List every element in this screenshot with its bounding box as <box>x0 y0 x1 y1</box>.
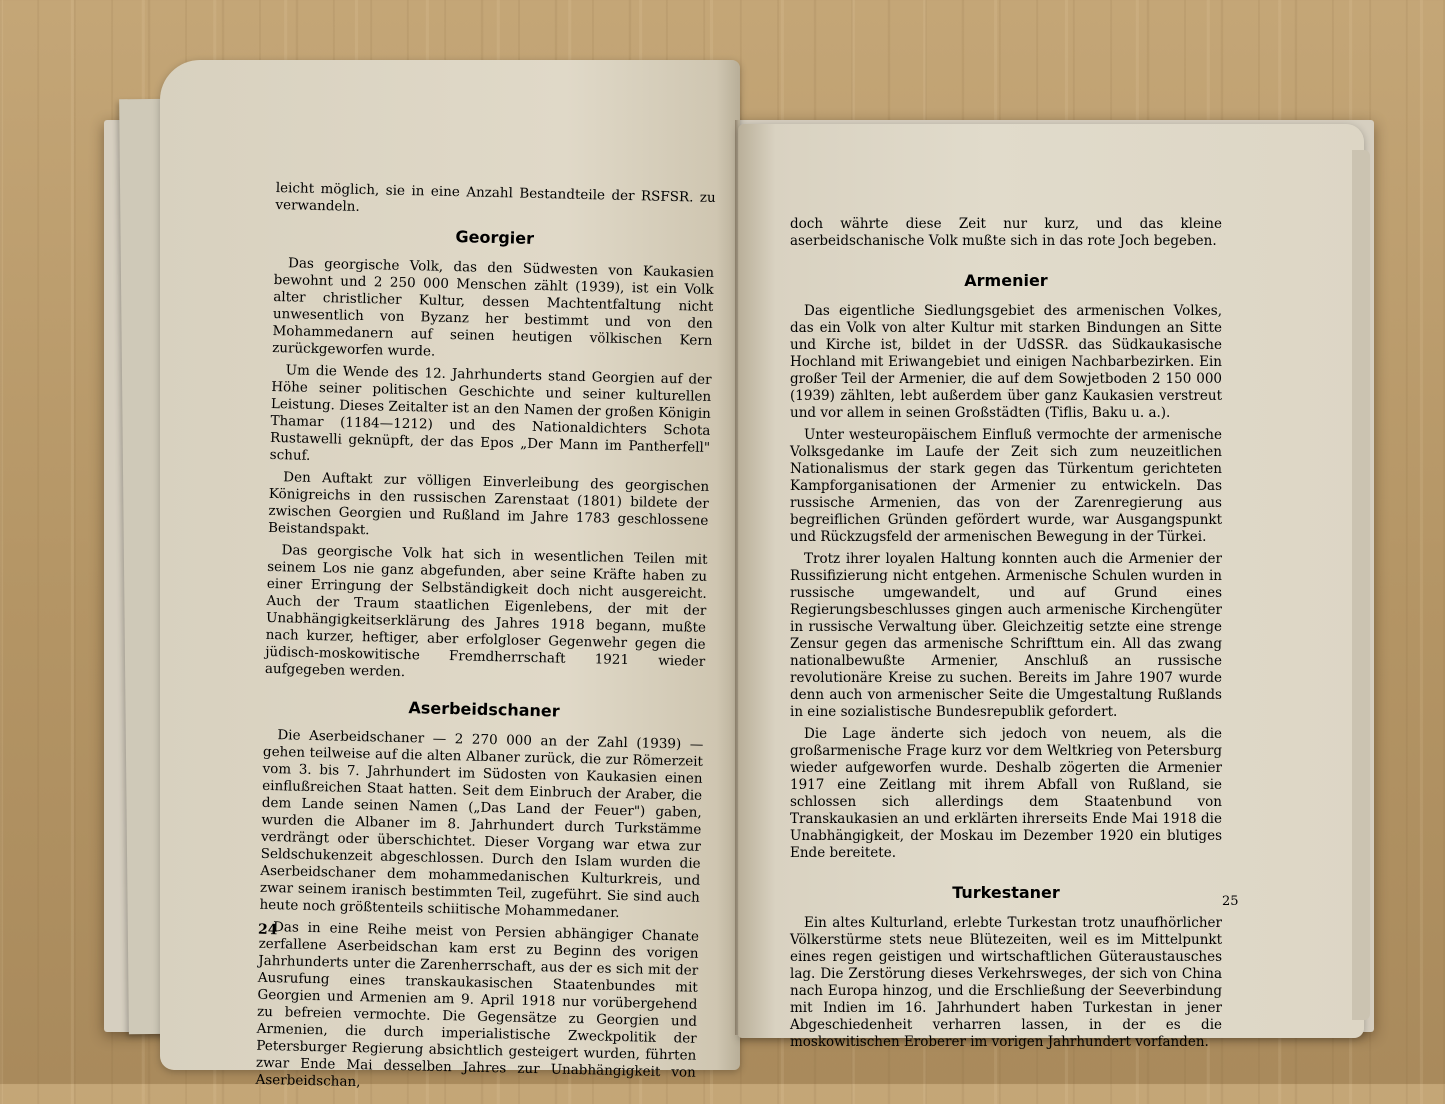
paragraph: Das georgische Volk, das den Südwesten von Kaukasien bewohnt und 2 250 000 Menschen zählt (1939), ist ein Volk alter christlicher Kultur, dessen Machtentfaltung nicht unwesentlich von Byzanz her bestimmt und von den Mohammedanern auf seinen heutigen völkischen Kern zurückgeworfen wurde. <box>272 255 715 360</box>
section-heading: Georgier <box>455 227 535 248</box>
paragraph: Die Lage änderte sich jedoch von neuem, als die großarmenische Frage kurz vor dem Weltkrieg von Petersburg wieder aufgeworfen wurde. Deshalb zögerten die Armenier 1917 eine Zeitlang mit ihrem Abfall von Rußland, sie schlossen sich allerdings dem Staatenbund von Transkaukasien an und erklärten ihrerseits Ende Mai 1918 die Unabhängigkeit, der Moskau im Dezember 1920 ein blutiges Ende bereitete. <box>790 726 1222 861</box>
paragraph: Das georgische Volk hat sich in wesentlichen Teilen mit seinem Los nie ganz abgefunden, aber seine Kräfte haben zu einer Erringung der Selbständigkeit doch nicht ausgereicht. Auch der Traum staatlichen Eigenlebens, der mit der Unabhängigkeitserklärung des Jahres 1918 begann, mußte nach kurzer, heftiger, aber erfolgloser Gegenwehr gegen die jüdisch-moskowitische Fremdherrschaft 1921 wieder aufgegeben werden. <box>264 542 708 681</box>
page-number: 24 <box>257 921 278 939</box>
paragraph: Das eigentliche Siedlungsgebiet des armenischen Volkes, das ein Volk von alter Kultur mit starken Bindungen an Sitte und Kirche ist, bildet in der UdSSR. das Südkaukasische Hochland mit Eriwangebiet und einigen Nachbarbezirken. Ein großer Teil der Armenier, die auf dem Sowjetboden 2 150 000 (1939) zählten, lebt außerdem über ganz Kaukasien verstreut und vor allem in seinen Großstädten (Tiflis, Baku u. a.). <box>790 303 1222 421</box>
right-page-text <box>790 216 1222 1056</box>
paragraph: Unter westeuropäischem Einfluß vermochte der armenische Volksgedanke im Laufe der Zeit sich zum neuzeitlichen Nationalismus der stark gegen das Türkentum gerichteten Kampforganisationen der Armenier zu entwickeln. Das russische Armenien, das von der Zarenregierung aus begreiflichen Gründen gefördert wurde, war Ausgangspunkt und Rückzugsfeld der armenischen Bewegung in der Türkei. <box>790 427 1222 545</box>
page-number: 25 <box>1222 894 1239 909</box>
section-heading: Turkestaner <box>952 883 1060 902</box>
section-heading: Armenier <box>964 271 1048 290</box>
paragraph: Um die Wende des 12. Jahrhunderts stand Georgien auf der Höhe seiner politischen Geschichte und seiner kulturellen Leistung. Dieses Zeitalter ist an den Namen der großen Königin Thamar (1184—1212) und des Nationaldichters Schota Rustawelli geknüpft, der das Epos „Der Mann im Pantherfell" schuf. <box>269 362 712 464</box>
section-heading: Aserbeidschaner <box>408 698 560 721</box>
paragraph: Das in eine Reihe meist von Persien abhängiger Chanate zerfallene Aserbeidschan kam erst zu Beginn des vorigen Jahrhunderts unter die Zarenherrschaft, aus der es sich mit der Ausrufung eines transkaukasischen Staatenbundes mit Georgien und Armenien am 9. April 1918 nur vorübergehend zu befreien vermochte. Die Gegensätze zu Georgien und Armenien, die durch imperialistische Zweckpolitik der Petersburger Regierung absichtlich gesteigert wurden, führten zwar Ende Mai desselben Jahres zur Unabhängigkeit von Aserbeidschan, <box>255 919 700 1091</box>
paragraph: Trotz ihrer loyalen Haltung konnten auch die Armenier der Russifizierung nicht entgehen. Armenische Schulen wurden in russische umgewandelt, und auf Grund eines Regierungsbeschlusses gingen auch armenische Kirchengüter in russische Verwaltung über. Gleichzeitig setzte eine strenge Zensur gegen das armenische Schrifttum ein. All das zwang nationalbewußte Armenier, Anschluß an russische revolutionäre Kreise zu suchen. Bereits im Jahre 1907 wurde denn auch von armenischer Seite die Umgestaltung Rußlands in eine sozialistische Bundesrepublik gefordert. <box>790 551 1222 720</box>
paragraph: Die Aserbeidschaner — 2 270 000 an der Zahl (1939) — gehen teilweise auf die alten Albaner zurück, die zur Römerzeit vom 3. bis 7. Jahrhundert im Südosten von Kaukasien einen einflußreichen Staat hatten. Seit dem Einbruch der Araber, die dem Lande seinen Namen („Das Land der Feuer") gaben, wurden die Albaner im 8. Jahrhundert durch Turkstämme verdrängt oder überschichtet. Dieser Vorgang war etwa zur Seldschukenzeit abgeschlossen. Durch den Islam wurden die Aserbeidschaner dem mohammedanischen Kulturkreis, und zwar seinem iranisch bestimmten Teil, zugeführt. Sie sind auch heute noch größtenteils schiitische Mohammedaner. <box>259 727 704 921</box>
paragraph: Ein altes Kulturland, erlebte Turkestan trotz unaufhörlicher Völkerstürme stets neue Blütezeiten, weil es im Mittelpunkt eines regen geistigen und wirtschaftlichen Güteraustausches lag. Die Zerstörung dieses Verkehrsweges, der sich von China nach Europa hinzog, und die Erschließung der Seeverbindung mit Indien im 16. Jahrhundert haben Turkestan in jener Abgeschiedenheit verharren lassen, in der es die moskowitischen Eroberer im vorigen Jahrhundert vorfanden. <box>790 915 1222 1050</box>
left-page-text <box>255 180 716 1104</box>
book-gutter <box>735 120 739 1035</box>
page-stack-edge <box>1352 150 1370 1020</box>
paragraph: doch währte diese Zeit nur kurz, und das kleine aserbeidschanische Volk mußte sich in das rote Joch begeben. <box>790 216 1222 249</box>
paragraph: Den Auftakt zur völligen Einverleibung des georgischen Königreichs in den russischen Zarenstaat (1801) bildete der zwischen Georgien und Rußland im Jahre 1783 geschlossene Beistandspakt. <box>267 469 710 539</box>
paragraph: leicht möglich, sie in eine Anzahl Bestandteile der RSFSR. zu verwandeln. <box>275 180 716 215</box>
